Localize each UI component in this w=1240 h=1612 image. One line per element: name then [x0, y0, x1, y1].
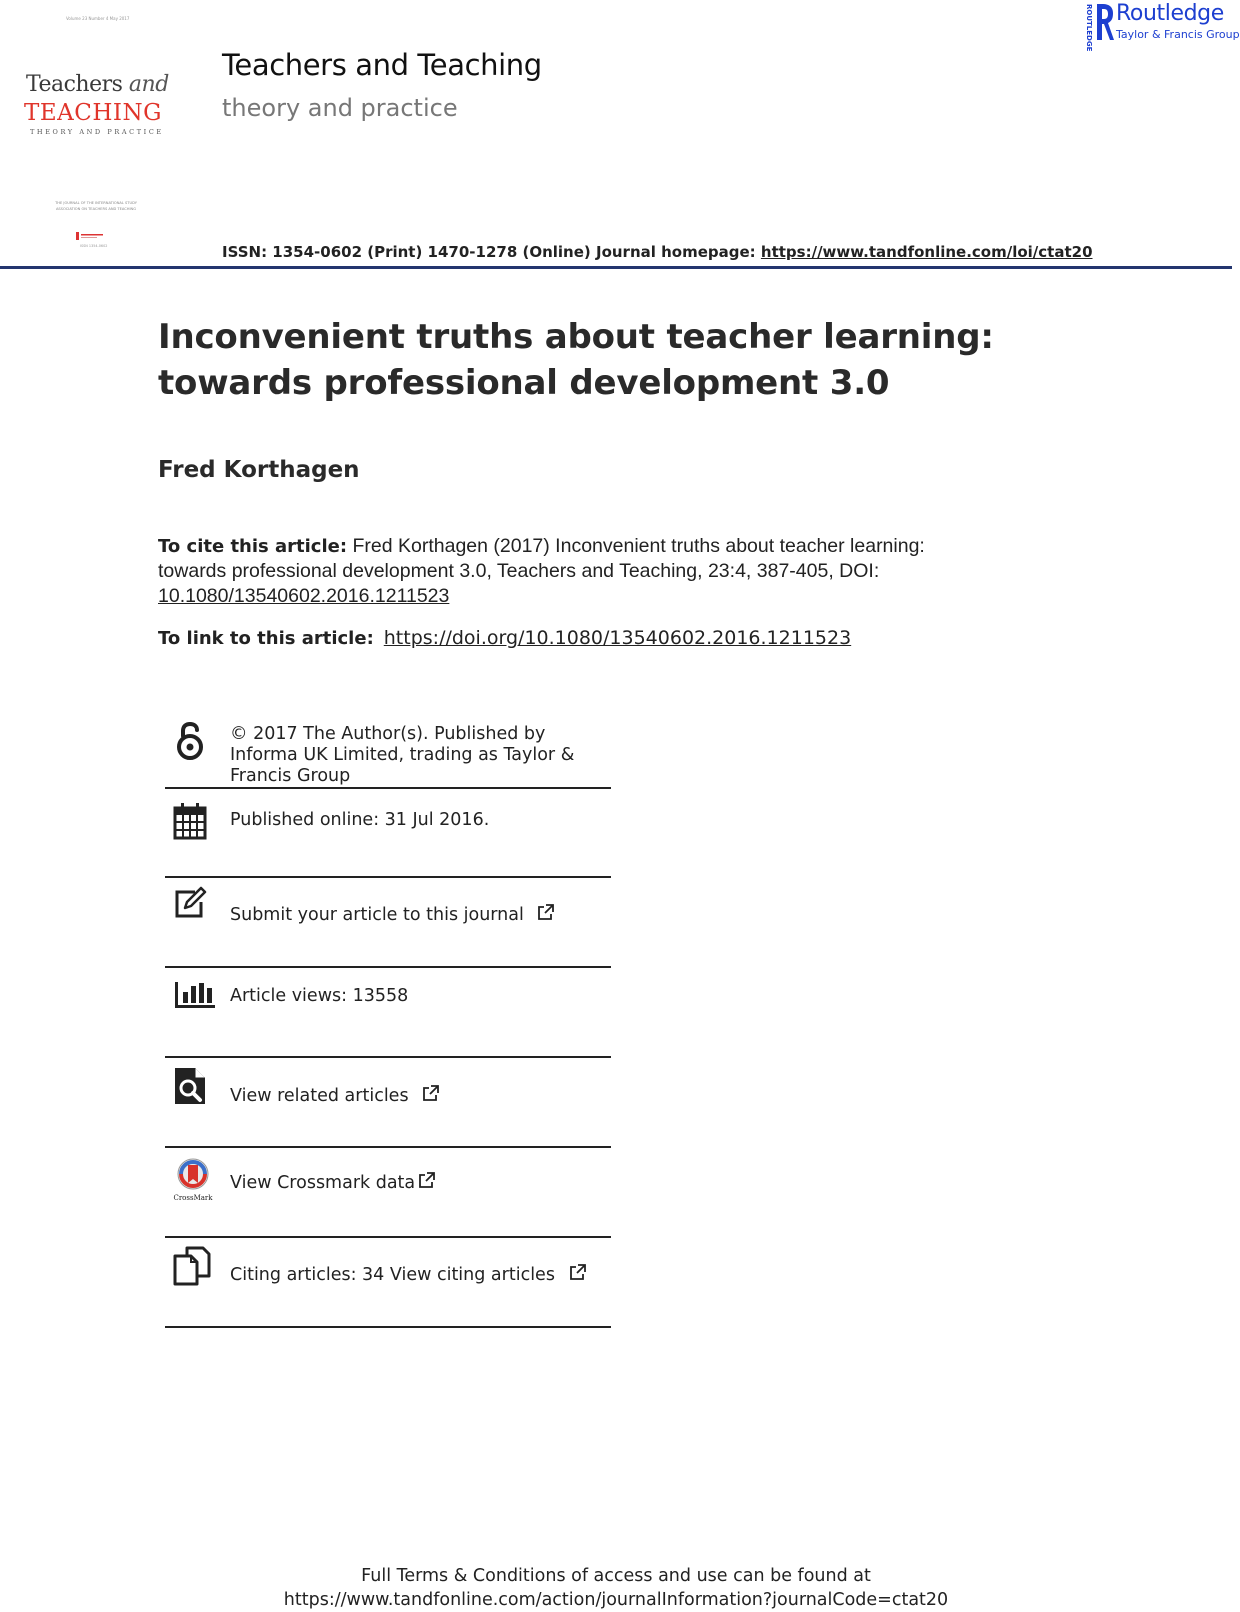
cover-subtitle: THEORY AND PRACTICE	[30, 128, 164, 136]
cover-association-text: THE JOURNAL OF THE INTERNATIONAL STUDY ASSOCIATION ON TEACHERS AND TEACHING	[55, 201, 137, 211]
journal-homepage-link[interactable]: https://www.tandfonline.com/loi/ctat20	[760, 243, 1093, 261]
info-published	[165, 790, 611, 880]
article-doi-link[interactable]: https://doi.org/10.1080/13540602.2016.1211523	[383, 627, 852, 649]
related-articles-link[interactable]: View related articles	[230, 1085, 439, 1107]
routledge-vertical-logo-icon	[1078, 2, 1093, 52]
open-access-lock-icon	[173, 722, 207, 762]
footer-terms-link[interactable]: https://www.tandfonline.com/action/journalInformation?journalCode=ctat20	[283, 1590, 949, 1610]
citation-label: To cite this article:	[158, 536, 348, 557]
cover-title-line1: Teachers and	[26, 72, 169, 97]
article-link-line	[158, 627, 851, 649]
article-views-text: Article views: 13558	[230, 986, 409, 1006]
cover-publisher-logo-icon	[72, 232, 112, 240]
article-author: Fred Korthagen	[158, 457, 360, 483]
external-link-icon	[418, 1172, 435, 1189]
crossmark-link[interactable]: View Crossmark data	[230, 1172, 435, 1194]
article-title-line1: Inconvenient truths about teacher learning:	[158, 317, 994, 357]
svg-text:ROUTLEDGE: ROUTLEDGE	[1085, 4, 1093, 52]
info-submit-article[interactable]	[165, 880, 611, 970]
header-divider	[0, 266, 1232, 269]
journal-title: Teachers and Teaching	[222, 48, 542, 82]
journal-subtitle: theory and practice	[222, 94, 458, 122]
article-title	[158, 314, 1118, 406]
submit-article-link[interactable]: Submit your article to this journal	[230, 904, 554, 926]
routledge-r-icon	[1094, 2, 1114, 42]
footer-terms-text: Full Terms & Conditions of access and use can be found at	[361, 1566, 871, 1586]
open-access-text: © 2017 The Author(s). Published by Informa UK Limited, trading as Taylor & Francis Group	[230, 724, 575, 786]
info-divider	[165, 787, 611, 789]
publisher-logo	[1078, 0, 1240, 52]
info-divider	[165, 1326, 611, 1328]
journal-cover-thumbnail	[18, 10, 176, 255]
article-title-line2: towards professional development 3.0	[158, 363, 890, 403]
issn-text: ISSN: 1354-0602 (Print) 1470-1278 (Online) Journal homepage:	[222, 243, 761, 261]
citation-doi-link[interactable]: 10.1080/13540602.2016.1211523	[158, 585, 450, 607]
info-divider	[165, 876, 611, 878]
issn-line	[222, 243, 1093, 261]
info-divider	[165, 1236, 611, 1238]
crossmark-icon	[173, 1158, 213, 1202]
calendar-icon	[173, 802, 207, 842]
footer	[0, 1564, 1232, 1612]
cover-volume-text: Volume 23 Number 4 May 2017	[66, 16, 130, 21]
publisher-name: Routledge	[1116, 1, 1224, 26]
info-open-access	[165, 720, 611, 790]
citation-text: Fred Korthagen (2017) Inconvenient truths about teacher learning: towards professional development 3.0, Teachers and Teaching, 23:4, 387-405, DOI:	[158, 535, 925, 582]
article-link-label: To link to this article:	[158, 628, 374, 649]
cover-issn-text: ISSN 1354-0602	[80, 244, 108, 248]
external-link-icon	[422, 1085, 439, 1102]
bar-chart-icon	[173, 974, 217, 1014]
published-date-text: Published online: 31 Jul 2016.	[230, 810, 490, 830]
info-citing-articles[interactable]	[165, 1240, 611, 1330]
cover-title-line2: TEACHING	[24, 100, 162, 126]
info-divider	[165, 1056, 611, 1058]
edit-pencil-icon	[173, 886, 207, 926]
svg-text:CrossMark: CrossMark	[173, 1194, 213, 1202]
info-related-articles[interactable]	[165, 1060, 611, 1150]
info-divider	[165, 1146, 611, 1148]
info-crossmark[interactable]	[165, 1150, 611, 1240]
external-link-icon	[569, 1264, 586, 1281]
citation-block	[158, 534, 978, 609]
info-divider	[165, 966, 611, 968]
document-search-icon	[173, 1066, 207, 1106]
external-link-icon	[537, 904, 554, 921]
publisher-group: Taylor & Francis Group	[1116, 28, 1240, 41]
info-article-views	[165, 970, 611, 1060]
citing-articles-link[interactable]: Citing articles: 34 View citing articles	[230, 1264, 586, 1286]
citing-documents-icon	[173, 1246, 211, 1286]
